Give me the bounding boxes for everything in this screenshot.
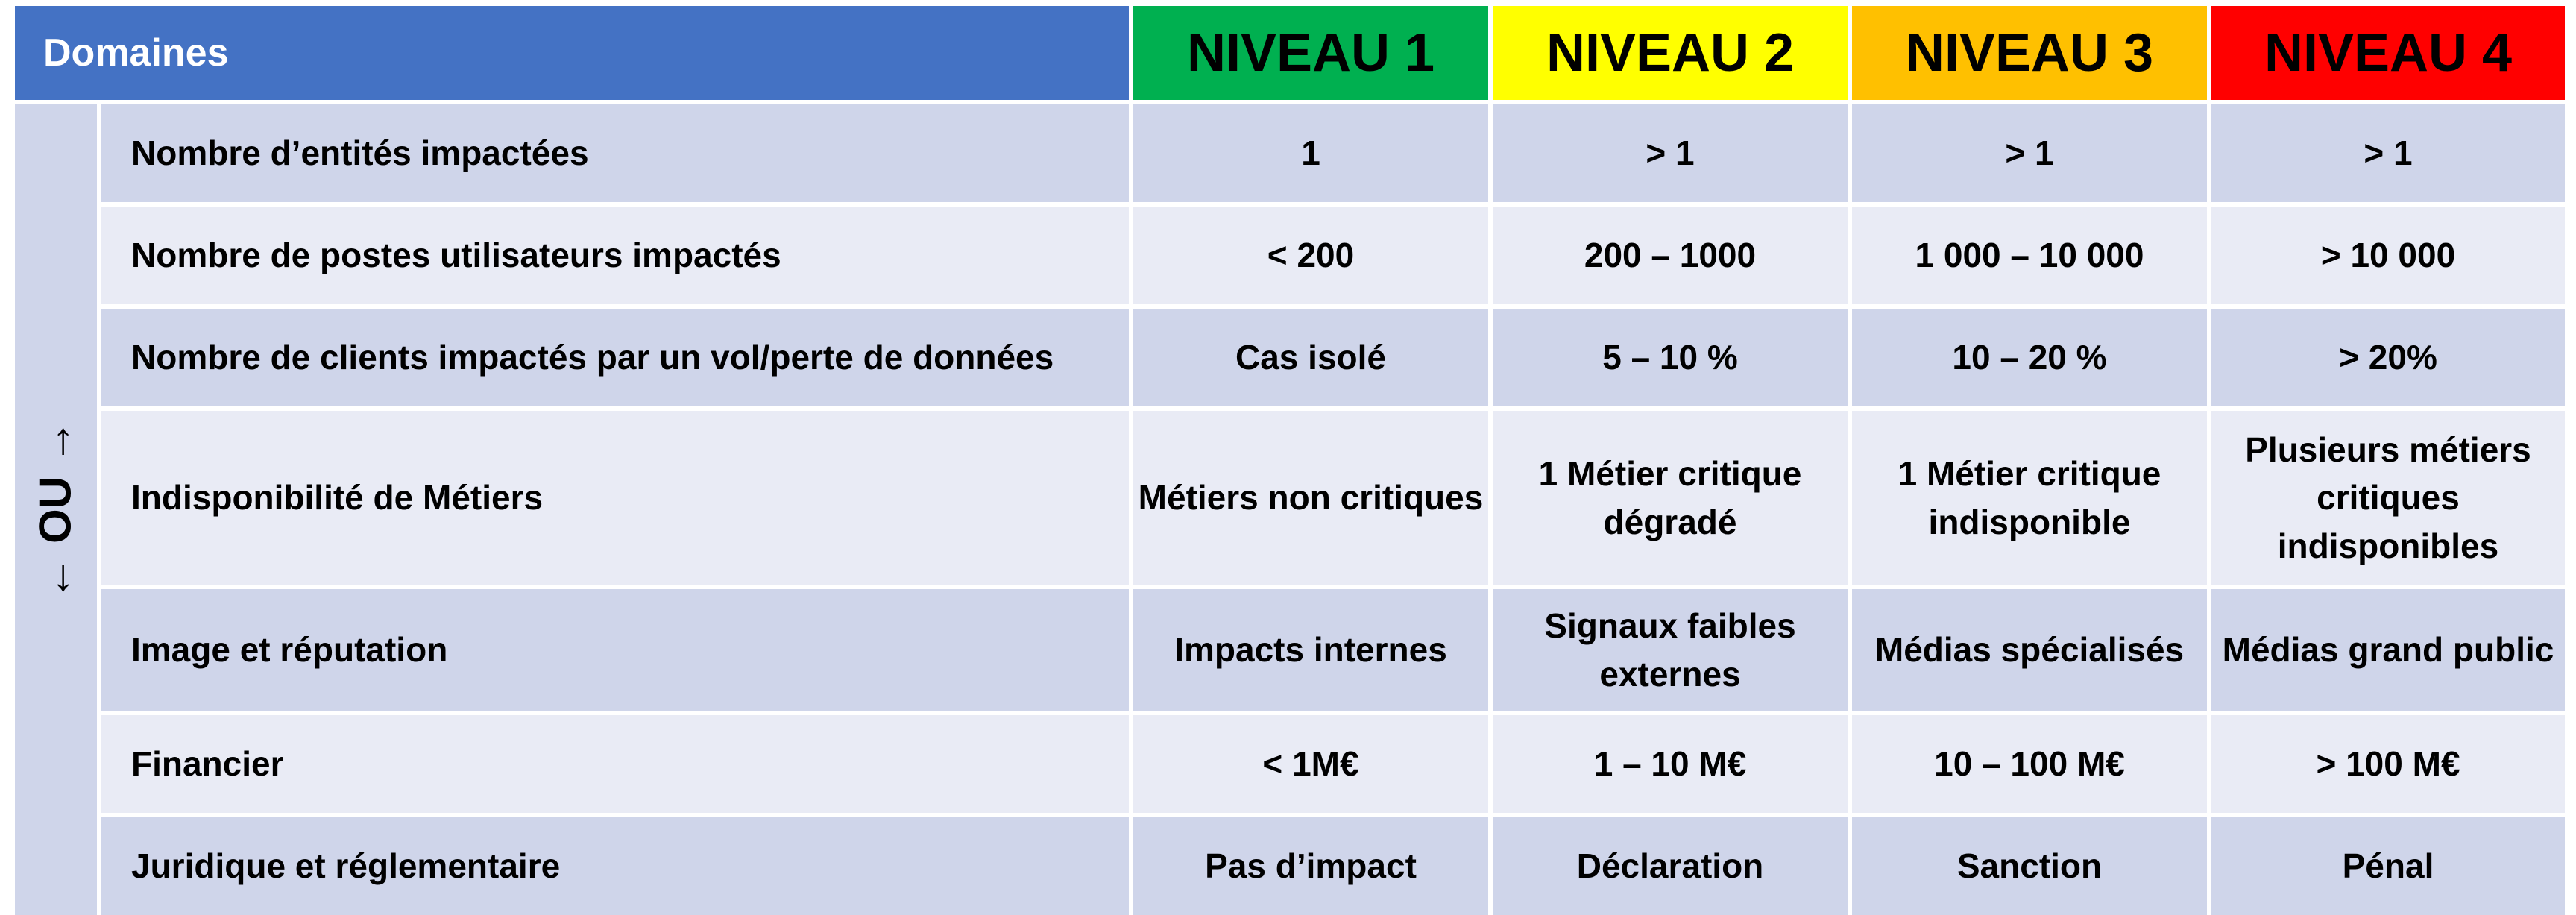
table-cell: 1 – 10 M€ <box>1493 715 1848 813</box>
header-domains: Domaines <box>15 6 1129 100</box>
table-cell: Métiers non critiques <box>1133 411 1488 585</box>
table-cell: Impacts internes <box>1133 589 1488 711</box>
table-cell: < 1M€ <box>1133 715 1488 813</box>
table-cell: < 200 <box>1133 207 1488 304</box>
table-cell: > 1 <box>2211 104 2565 202</box>
domain-label: Image et réputation <box>101 589 1129 711</box>
header-level-4: NIVEAU 4 <box>2211 6 2565 100</box>
domain-label: Nombre d’entités impactées <box>101 104 1129 202</box>
table-cell: Plusieurs métiers critiques indisponibles <box>2211 411 2565 585</box>
table-cell: > 20% <box>2211 309 2565 406</box>
table-cell: 1 <box>1133 104 1488 202</box>
table-cell: Déclaration <box>1493 817 1848 915</box>
table-cell: 200 – 1000 <box>1493 207 1848 304</box>
table-cell: Sanction <box>1852 817 2207 915</box>
domain-label: Juridique et réglementaire <box>101 817 1129 915</box>
table-cell: Signaux faibles externes <box>1493 589 1848 711</box>
header-level-2: NIVEAU 2 <box>1493 6 1848 100</box>
domain-label: Indisponibilité de Métiers <box>101 411 1129 585</box>
table-cell: > 100 M€ <box>2211 715 2565 813</box>
table-cell: Médias spécialisés <box>1852 589 2207 711</box>
domain-label: Nombre de clients impactés par un vol/perte de données <box>101 309 1129 406</box>
domain-label: Financier <box>101 715 1129 813</box>
table-cell: 1 Métier critique dégradé <box>1493 411 1848 585</box>
table-cell: 10 – 100 M€ <box>1852 715 2207 813</box>
table-cell: 1 000 – 10 000 <box>1852 207 2207 304</box>
side-label-cell <box>15 104 97 915</box>
side-label-ou: ← OU → <box>31 418 81 601</box>
table-cell: Cas isolé <box>1133 309 1488 406</box>
table-cell: > 1 <box>1852 104 2207 202</box>
table-cell: 1 Métier critique indisponible <box>1852 411 2207 585</box>
table-cell: Médias grand public <box>2211 589 2565 711</box>
header-level-3: NIVEAU 3 <box>1852 6 2207 100</box>
table-cell: > 10 000 <box>2211 207 2565 304</box>
impact-levels-table <box>15 6 2566 915</box>
table-cell: > 1 <box>1493 104 1848 202</box>
domain-label: Nombre de postes utilisateurs impactés <box>101 207 1129 304</box>
table-cell: Pas d’impact <box>1133 817 1488 915</box>
header-level-1: NIVEAU 1 <box>1133 6 1488 100</box>
table-cell: 5 – 10 % <box>1493 309 1848 406</box>
table-cell: 10 – 20 % <box>1852 309 2207 406</box>
table-cell: Pénal <box>2211 817 2565 915</box>
